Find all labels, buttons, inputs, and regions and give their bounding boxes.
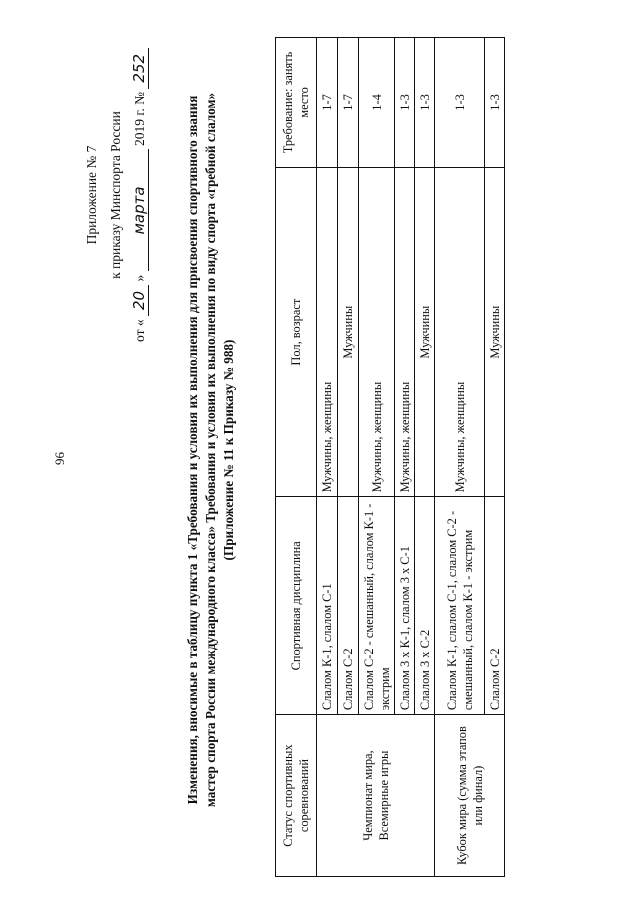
discipline-cell: Слалом К-1, слалом С-1, слалом С-2 - смешанный, слалом К-1 - экстрим [435,497,485,715]
appendix-order: к приказу Минспорта России [108,111,123,279]
requirements-table [275,37,505,877]
header-gender: Пол, возраст [276,167,317,497]
page-number: 96 [52,452,67,465]
date-prefix: от « [132,319,147,342]
place-cell: 1-4 [359,38,395,168]
gender-cell: Мужчины [485,167,505,497]
discipline-cell: Слалом С-2 [338,497,359,715]
heading-line-3: (Приложение № 11 к Приказу № 988) [221,339,236,561]
appendix-date [128,45,152,345]
gender-cell: Мужчины [415,167,435,497]
table-header-row [276,38,317,877]
heading-line-1: Изменения, вносимые в таблицу пункта 1 «Требования и условия их выполнения для присвоения спортивного звания [185,95,200,805]
document-heading [184,35,238,865]
header-requirement: Требование: занять место [276,38,317,168]
discipline-cell: Слалом С-2 [485,497,505,715]
header-discipline: Спортивная дисциплина [276,497,317,715]
place-cell: 1-7 [317,38,338,168]
gender-cell: Мужчины [338,167,359,497]
date-day: 20 [130,285,149,316]
place-cell: 1-3 [435,38,485,168]
place-cell: 1-3 [395,38,415,168]
appendix-title: Приложение № 7 [84,145,99,245]
gender-cell: Мужчины, женщины [435,167,485,497]
table-row [317,38,338,877]
discipline-cell: Слалом 3 х С-2 [415,497,435,715]
gender-cell: Мужчины, женщины [317,167,338,497]
status-cell: Кубок мира (сумма этапов или финал) [435,715,505,877]
header-status: Статус спортивных соревнований [276,715,317,877]
date-year: 2019 г. № [132,92,147,147]
status-cell: Чемпионат мира, Всемирные игры [317,715,435,877]
discipline-cell: Слалом К-1, слалом С-1 [317,497,338,715]
heading-line-2: мастер спорта России международного класса» Требования и условия их выполнения по виду спорта «гребной слалом» [203,92,218,808]
discipline-cell: Слалом С-2 - смешанный, слалом К-1 - экстрим [359,497,395,715]
place-cell: 1-3 [415,38,435,168]
order-number: 252 [130,48,149,89]
date-mid: » [132,274,147,282]
gender-cell: Мужчины, женщины [359,167,395,497]
table-row [435,38,485,877]
place-cell: 1-3 [485,38,505,168]
gender-cell: Мужчины, женщины [395,167,415,497]
place-cell: 1-7 [338,38,359,168]
discipline-cell: Слалом 3 х К-1, слалом 3 х С-1 [395,497,415,715]
date-month: марта [130,149,149,271]
appendix-block [80,45,152,345]
